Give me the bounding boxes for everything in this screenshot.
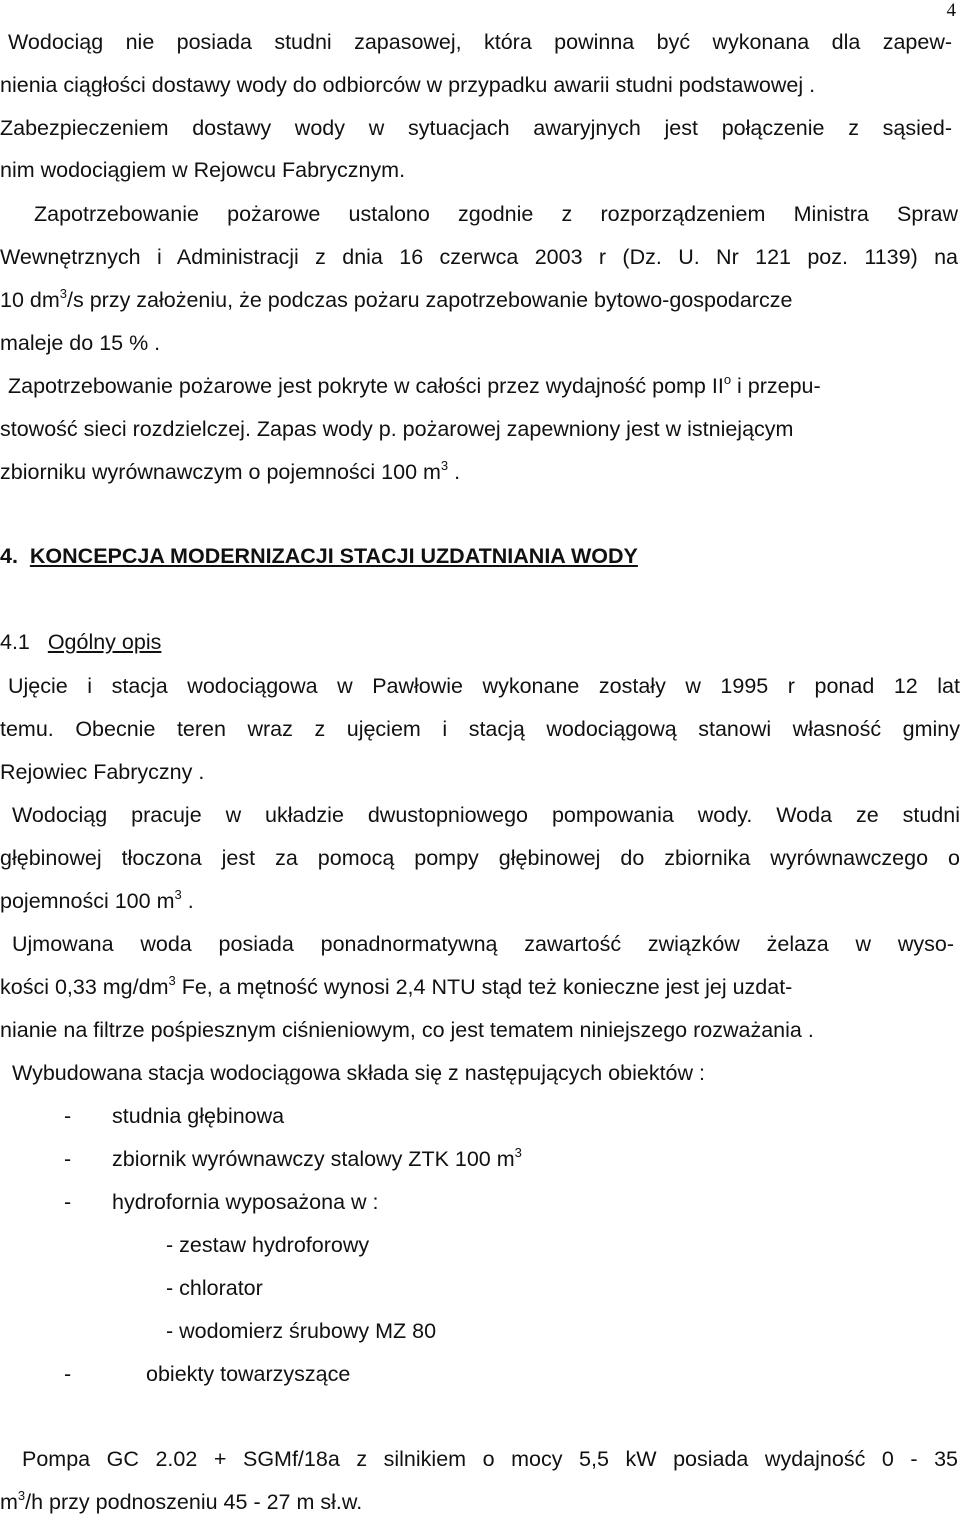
- text-line: $m^3/h$ przy podnoszeniu 45 - 27 m sł.w.: [0, 1488, 363, 1514]
- text-line: Pompa GC 2.02 + SGMf/18a z silnikiem o mocy 5,5 kW posiada wydajność 0 - 35: [22, 1447, 958, 1471]
- text-line: 10 $dm^3/s$ przy założeniu, że podczas pożaru zapotrzebowanie bytowo-gospodarcze: [0, 286, 793, 312]
- text-line: Wodociąg pracuje w układzie dwustopniowego pompowania wody. Woda ze studni: [12, 803, 960, 827]
- list-item: - obiekty towarzyszące: [64, 1362, 351, 1386]
- sub-list-item: - wodomierz śrubowy MZ 80: [166, 1319, 437, 1343]
- text-line: nianie na filtrze pośpiesznym ciśnieniowym, co jest tematem niniejszego rozważania .: [0, 1018, 814, 1042]
- text-line: pojemności 100 $m^3$ .: [0, 887, 194, 913]
- text-line: Ujmowana woda posiada ponadnormatywną zawartość związków żelaza w wyso-: [12, 932, 954, 956]
- text-line: Zapotrzebowanie pożarowe jest pokryte w całości przez wydajność pomp $II^o$ i przepu-: [8, 372, 821, 398]
- text-line: głębinowej tłoczona jest za pomocą pompy głębinowej do zbiornika wyrównawczego o: [0, 846, 960, 870]
- text-line: kości 0,33 $mg/dm^3$ Fe, a mętność wynosi 2,4 NTU stąd też konieczne jest jej uzdat-: [0, 973, 793, 999]
- text-line: temu. Obecnie teren wraz z ujęciem i stacją wodociągową stanowi własność gminy: [0, 717, 960, 741]
- sub-list-item: - zestaw hydroforowy: [166, 1233, 370, 1257]
- text-line: Zabezpieczeniem dostawy wody w sytuacjach awaryjnych jest połączenie z sąsied-: [0, 116, 952, 140]
- text-line: stowość sieci rozdzielczej. Zapas wody p. pożarowej zapewniony jest w istniejącym: [0, 417, 794, 441]
- section-heading: 4. KONCEPCJA MODERNIZACJI STACJI UZDATNIANIA WODY: [0, 544, 638, 568]
- text-line: nienia ciągłości dostawy wody do odbiorców w przypadku awarii studni podstawowej .: [0, 73, 816, 97]
- list-item: - zbiornik wyrównawczy stalowy ZTK 100 $m^3$: [64, 1145, 522, 1171]
- text-line: Wewnętrznych i Administracji z dnia 16 czerwca 2003 r (Dz. U. Nr 121 poz. 1139) na: [0, 245, 958, 269]
- list-item: - hydrofornia wyposażona w :: [64, 1190, 379, 1214]
- text-line: Zapotrzebowanie pożarowe ustalono zgodnie z rozporządzeniem Ministra Spraw: [34, 202, 958, 226]
- list-item: - studnia głębinowa: [64, 1104, 285, 1128]
- sub-list-item: - chlorator: [166, 1276, 263, 1300]
- text-line: maleje do 15 % .: [0, 331, 161, 355]
- text-line: Rejowiec Fabryczny .: [0, 760, 205, 784]
- list-intro: Wybudowana stacja wodociągowa składa się z następujących obiektów :: [12, 1061, 705, 1085]
- subsection-heading: 4.1 Ogólny opis: [0, 630, 162, 654]
- text-line: Ujęcie i stacja wodociągowa w Pawłowie wykonane zostały w 1995 r ponad 12 lat: [8, 674, 960, 698]
- text-line: nim wodociągiem w Rejowcu Fabrycznym.: [0, 158, 406, 182]
- text-line: Wodociąg nie posiada studni zapasowej, która powinna być wykonana dla zapew-: [8, 30, 952, 54]
- text-line: zbiorniku wyrównawczym o pojemności 100 $m^3$ .: [0, 458, 461, 484]
- page-number: 4: [946, 0, 956, 21]
